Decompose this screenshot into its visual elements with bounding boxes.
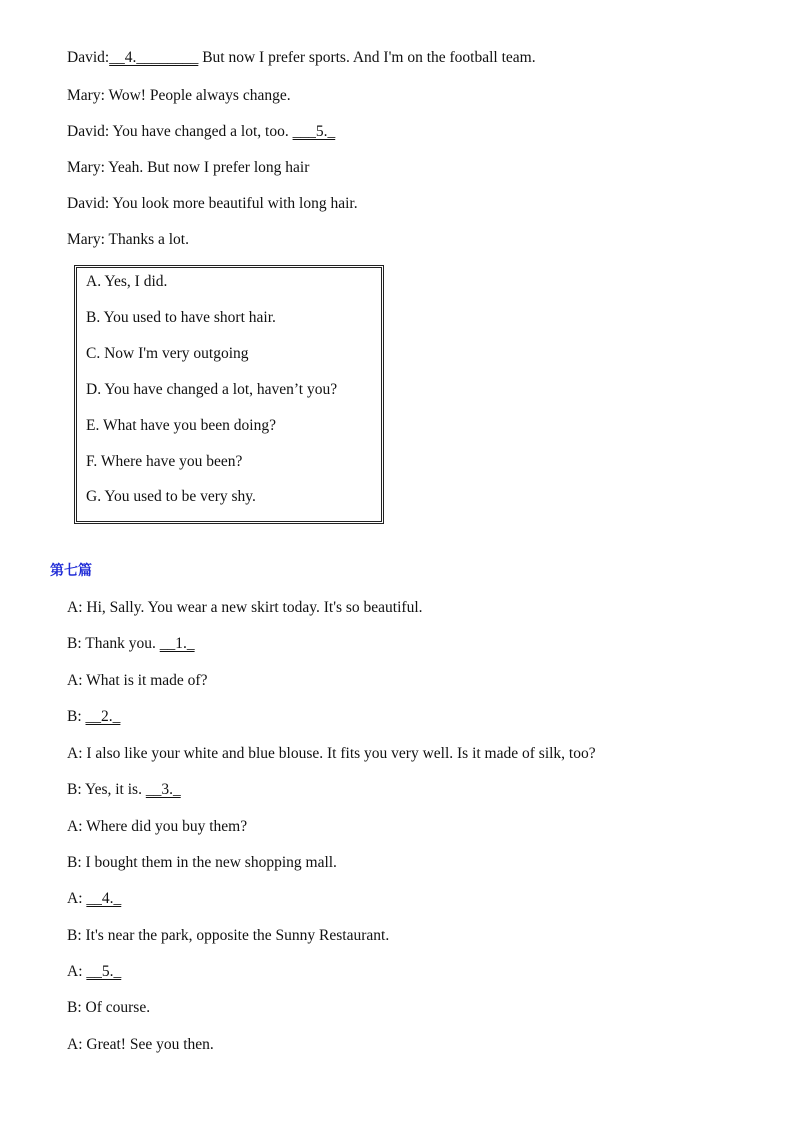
dialogue-line: Mary: Thanks a lot. (67, 231, 189, 248)
dialogue-line: B: I bought them in the new shopping mall. (67, 854, 337, 871)
speaker-label: David: (67, 123, 110, 140)
dialogue-line: B: It's near the park, opposite the Sunny Restaurant. (67, 927, 390, 944)
dialogue-text: But now I prefer sports. And I'm on the football team. (198, 49, 536, 66)
dialogue-text: B: Yes, it is. (67, 781, 146, 798)
dialogue-text: A: (67, 890, 87, 907)
dialogue-line: A: Hi, Sally. You wear a new skirt today. It's so beautiful. (67, 599, 423, 616)
dialogue-text: You have changed a lot, too. (109, 123, 293, 140)
dialogue-line (67, 962, 121, 982)
dialogue-line (67, 634, 195, 654)
section-title: 第七篇 (50, 563, 92, 579)
option-c: C. Now I'm very outgoing (86, 345, 249, 362)
answer-blank: __2._ (85, 708, 121, 725)
dialogue-text: B: Thank you. (67, 635, 160, 652)
dialogue-line: A: Great! See you then. (67, 1036, 214, 1053)
answer-blank: __1._ (159, 635, 195, 652)
answer-blank: ___5._ (292, 123, 336, 140)
options-box (74, 265, 384, 524)
dialogue-text: A: (67, 963, 87, 980)
answer-blank: __4.________ (109, 49, 199, 66)
option-e: E. What have you been doing? (86, 417, 276, 434)
dialogue-line: David: You look more beautiful with long hair. (67, 195, 358, 212)
option-b: B. You used to have short hair. (86, 309, 276, 326)
dialogue-line (67, 48, 536, 68)
option-d: D. You have changed a lot, haven’t you? (86, 381, 338, 398)
option-f: F. Where have you been? (86, 453, 243, 470)
dialogue-line (67, 122, 335, 142)
dialogue-line: B: Of course. (67, 999, 151, 1016)
answer-blank: __5._ (86, 963, 122, 980)
dialogue-line (67, 780, 181, 800)
speaker-label: David: (67, 49, 110, 66)
answer-blank: __4._ (86, 890, 122, 907)
dialogue-line (67, 707, 120, 727)
dialogue-line: A: I also like your white and blue blouse. It fits you very well. Is it made of silk, too? (67, 745, 596, 762)
dialogue-line: Mary: Yeah. But now I prefer long hair (67, 159, 310, 176)
dialogue-line: Mary: Wow! People always change. (67, 87, 291, 104)
option-a: A. Yes, I did. (86, 273, 168, 290)
dialogue-line: A: What is it made of? (67, 672, 208, 689)
dialogue-line: A: Where did you buy them? (67, 818, 248, 835)
answer-blank: __3._ (145, 781, 181, 798)
dialogue-line (67, 889, 121, 909)
dialogue-text: B: (67, 708, 86, 725)
option-g: G. You used to be very shy. (86, 488, 256, 505)
